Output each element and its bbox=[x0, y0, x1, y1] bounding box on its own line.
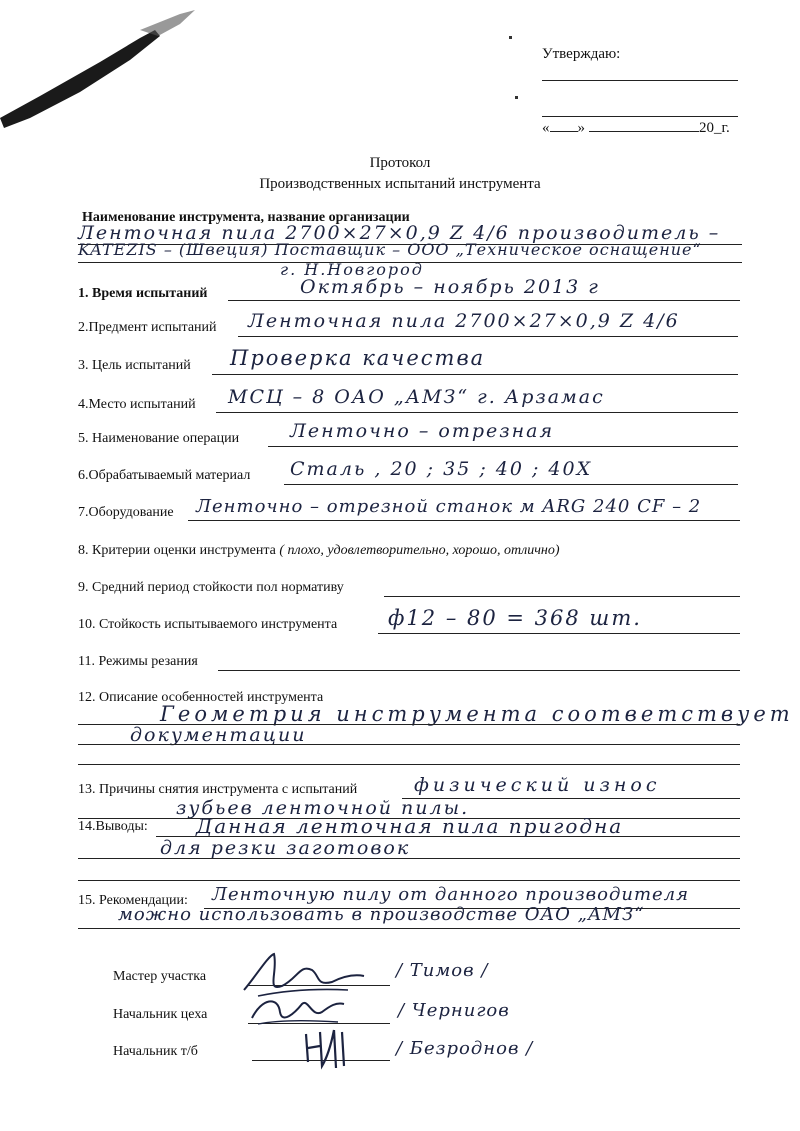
durability-label: 10. Стойкость испытываемого инструмента bbox=[78, 617, 338, 632]
reasons-line1: физический износ bbox=[414, 774, 661, 796]
approval-line bbox=[542, 116, 738, 117]
approval-title: Утверждаю: bbox=[542, 46, 621, 62]
signature-name: / Тимов / bbox=[396, 960, 489, 981]
approval-line bbox=[542, 80, 738, 81]
page-subtitle: Производственных испытаний инструмента bbox=[259, 176, 541, 192]
place-value: МСЦ – 8 ОАО „АМЗ“ г. Арзамас bbox=[228, 386, 605, 408]
operation-value: Ленточно – отрезная bbox=[290, 420, 555, 442]
reasons-line2: зубьев ленточной пилы. bbox=[176, 797, 470, 819]
purpose-value: Проверка качества bbox=[230, 346, 486, 370]
durability-value: ф12 – 80 = 368 шт. bbox=[388, 606, 642, 630]
period-label: 9. Средний период стойкости пол нормативу bbox=[78, 580, 344, 595]
modes-label: 11. Режимы резания bbox=[78, 654, 198, 669]
signature-role: Начальник т/б bbox=[113, 1044, 198, 1059]
time-value: Октябрь – ноябрь 2013 г bbox=[300, 276, 600, 298]
conclusions-line1: Данная ленточная пила пригодна bbox=[196, 814, 624, 838]
tool-name-line2: KATEZIS – (Швеция) Поставщик – ООО „Техническое оснащение“ bbox=[78, 240, 702, 259]
criteria-label-text: 8. Критерии оценки инструмента bbox=[78, 543, 276, 558]
date-close-quote: » bbox=[577, 120, 585, 136]
date-open-quote: « bbox=[542, 120, 550, 136]
scan-dot bbox=[509, 36, 512, 39]
tool-name-line3: г. Н.Новгород bbox=[280, 260, 424, 279]
scan-dot bbox=[515, 96, 518, 99]
tool-name-line1: Ленточная пила 2700×27×0,9 Z 4/6 производитель – bbox=[78, 222, 721, 244]
place-label: 4.Место испытаний bbox=[78, 397, 196, 412]
signature-role: Мастер участка bbox=[113, 969, 207, 984]
page-title: Протокол bbox=[369, 155, 431, 171]
scan-smudge bbox=[0, 0, 200, 140]
subject-label: 2.Предмент испытаний bbox=[78, 320, 217, 335]
time-label: 1. Время испытаний bbox=[78, 286, 208, 301]
material-label: 6.Обрабатываемый материал bbox=[78, 468, 251, 483]
conclusions-label: 14.Выводы: bbox=[78, 819, 148, 834]
recommendations-line2: можно использовать в производстве ОАО „АМЗ“ bbox=[118, 904, 645, 925]
signature-role: Начальник цеха bbox=[113, 1007, 208, 1022]
features-line1: Геометрия инструмента соответствует bbox=[160, 702, 794, 726]
signature-name: / Чернигов bbox=[398, 1000, 510, 1021]
signature-scribble bbox=[298, 1022, 358, 1072]
signature-name: / Безроднов / bbox=[396, 1038, 534, 1059]
reasons-label: 13. Причины снятия инструмента с испытаний bbox=[78, 782, 358, 797]
subject-value: Ленточная пила 2700×27×0,9 Z 4/6 bbox=[248, 310, 680, 332]
features-line2: документации bbox=[130, 724, 307, 746]
equipment-label: 7.Оборудование bbox=[78, 505, 174, 520]
criteria-label bbox=[78, 543, 560, 559]
purpose-label: 3. Цель испытаний bbox=[78, 358, 191, 373]
criteria-note: ( плохо, удовлетворительно, хорошо, отлично) bbox=[279, 543, 560, 558]
equipment-value: Ленточно – отрезной станок м ARG 240 CF – 2 bbox=[196, 496, 702, 517]
recommendations-line1: Ленточную пилу от данного производителя bbox=[212, 884, 690, 905]
operation-label: 5. Наименование операции bbox=[78, 431, 240, 446]
features-label: 12. Описание особенностей инструмента bbox=[78, 690, 324, 705]
year-suffix: 20_г. bbox=[699, 120, 730, 136]
material-value: Сталь , 20 ; 35 ; 40 ; 40Х bbox=[290, 458, 593, 480]
recommendations-label: 15. Рекомендации: bbox=[78, 893, 188, 908]
conclusions-line2: для резки заготовок bbox=[160, 837, 411, 859]
tool-name-label: Наименование инструмента, название организации bbox=[82, 210, 410, 225]
approval-date bbox=[542, 120, 730, 137]
